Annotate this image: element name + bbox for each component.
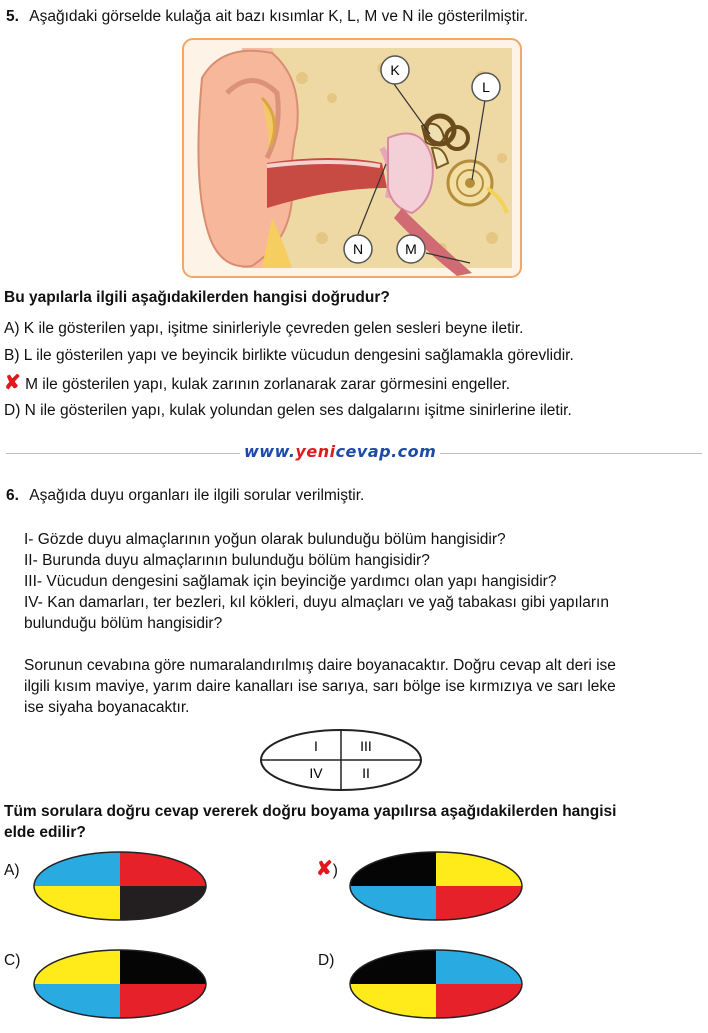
q6-instruction-3: ise siyaha boyanacaktır. <box>24 699 190 716</box>
q5-option-c[interactable] <box>4 374 510 394</box>
quadrant-tl <box>348 948 436 984</box>
q6-instruction-1: Sorunun cevabına göre numaralandırılmış daire boyanacaktır. Doğru cevap alt deri ise <box>24 657 616 674</box>
cross-mark-icon: ✘ <box>4 372 21 394</box>
ear-label-k: K <box>390 62 400 78</box>
quadrant-bl <box>348 886 436 922</box>
q6-instruction-2: ilgili kısım maviye, yarım daire kanalları ise sarıya, sarı bölge ise kırmızıya ve sarı leke <box>24 678 616 695</box>
quadrant-br <box>120 886 208 922</box>
q6-number: 6. <box>6 487 19 504</box>
q5-header <box>6 8 528 26</box>
q5-option-c-text: M ile gösterilen yapı, kulak zarının zorlanarak zarar görmesini engeller. <box>25 376 511 393</box>
ear-label-m: M <box>405 241 417 257</box>
quadrant-tr <box>436 948 524 984</box>
q6-option-a[interactable] <box>32 850 208 922</box>
quadrant-tr <box>120 850 208 886</box>
q5-prompt: Aşağıdaki görselde kulağa ait bazı kısımlar K, L, M ve N ile gösterilmiştir. <box>29 8 529 25</box>
brand-watermark: www.yenicevap.com <box>240 442 440 461</box>
q5-option-b[interactable]: B) L ile gösterilen yapı ve beyincik birlikte vücudun dengesini sağlamakla görevlidir. <box>4 347 574 364</box>
q6-prompt: Aşağıda duyu organları ile ilgili sorular verilmiştir. <box>29 487 365 504</box>
ellipse-label-ii: II <box>362 765 370 781</box>
quadrant-tr <box>436 850 524 886</box>
q6-option-b[interactable] <box>348 850 524 922</box>
q6-item-3: III- Vücudun dengesini sağlamak için beyinciğe yardımcı olan yapı hangisidir? <box>24 573 557 590</box>
q6-item-1: I- Gözde duyu almaçlarının yoğun olarak bulunduğu bölüm hangisidir? <box>24 531 506 548</box>
q6-item-4-cont: bulunduğu bölüm hangisidir? <box>24 615 223 632</box>
ellipse-label-iii: III <box>360 738 372 754</box>
quadrant-br <box>436 984 524 1020</box>
quadrant-tl <box>32 948 120 984</box>
q6-item-4: IV- Kan damarları, ter bezleri, kıl kökleri, duyu almaçları ve yağ tabakası gibi yapıların <box>24 594 609 611</box>
q6-option-d-label: D) <box>318 952 335 969</box>
q6-option-d[interactable] <box>348 948 524 1020</box>
quadrant-tl <box>32 850 120 886</box>
q5-option-d[interactable]: D) N ile gösterilen yapı, kulak yolundan gelen ses dalgalarını işitme sinirlerine iletir. <box>4 402 572 419</box>
q6-header <box>6 487 364 505</box>
reference-ellipse <box>258 727 424 793</box>
quadrant-bl <box>32 984 120 1020</box>
q5-number: 5. <box>6 8 19 25</box>
q6-option-c[interactable] <box>32 948 208 1020</box>
cross-mark-icon: ✘ <box>316 858 333 880</box>
q5-option-a[interactable]: A) K ile gösterilen yapı, işitme sinirleriyle çevreden gelen sesleri beyne iletir. <box>4 320 524 337</box>
q5-question: Bu yapılarla ilgili aşağıdakilerden hangisi doğrudur? <box>4 289 390 306</box>
q6-question-1: Tüm sorulara doğru cevap vererek doğru boyama yapılırsa aşağıdakilerden hangisi <box>4 803 617 820</box>
q6-option-b-label: ✘) <box>316 858 338 880</box>
ellipse-label-iv: IV <box>309 765 323 781</box>
ear-label-l: L <box>482 79 490 95</box>
q6-question-2: elde edilir? <box>4 824 86 841</box>
ear-illustration <box>182 38 522 278</box>
q6-option-c-label: C) <box>4 952 21 969</box>
quadrant-br <box>120 984 208 1020</box>
quadrant-bl <box>348 984 436 1020</box>
ear-label-n: N <box>352 241 364 257</box>
q6-option-a-label: A) <box>4 862 20 879</box>
quadrant-br <box>436 886 524 922</box>
quadrant-bl <box>32 886 120 922</box>
quadrant-tl <box>348 850 436 886</box>
quadrant-tr <box>120 948 208 984</box>
q6-item-2: II- Burunda duyu almaçlarının bulunduğu bölüm hangisidir? <box>24 552 430 569</box>
ellipse-label-i: I <box>314 738 318 754</box>
